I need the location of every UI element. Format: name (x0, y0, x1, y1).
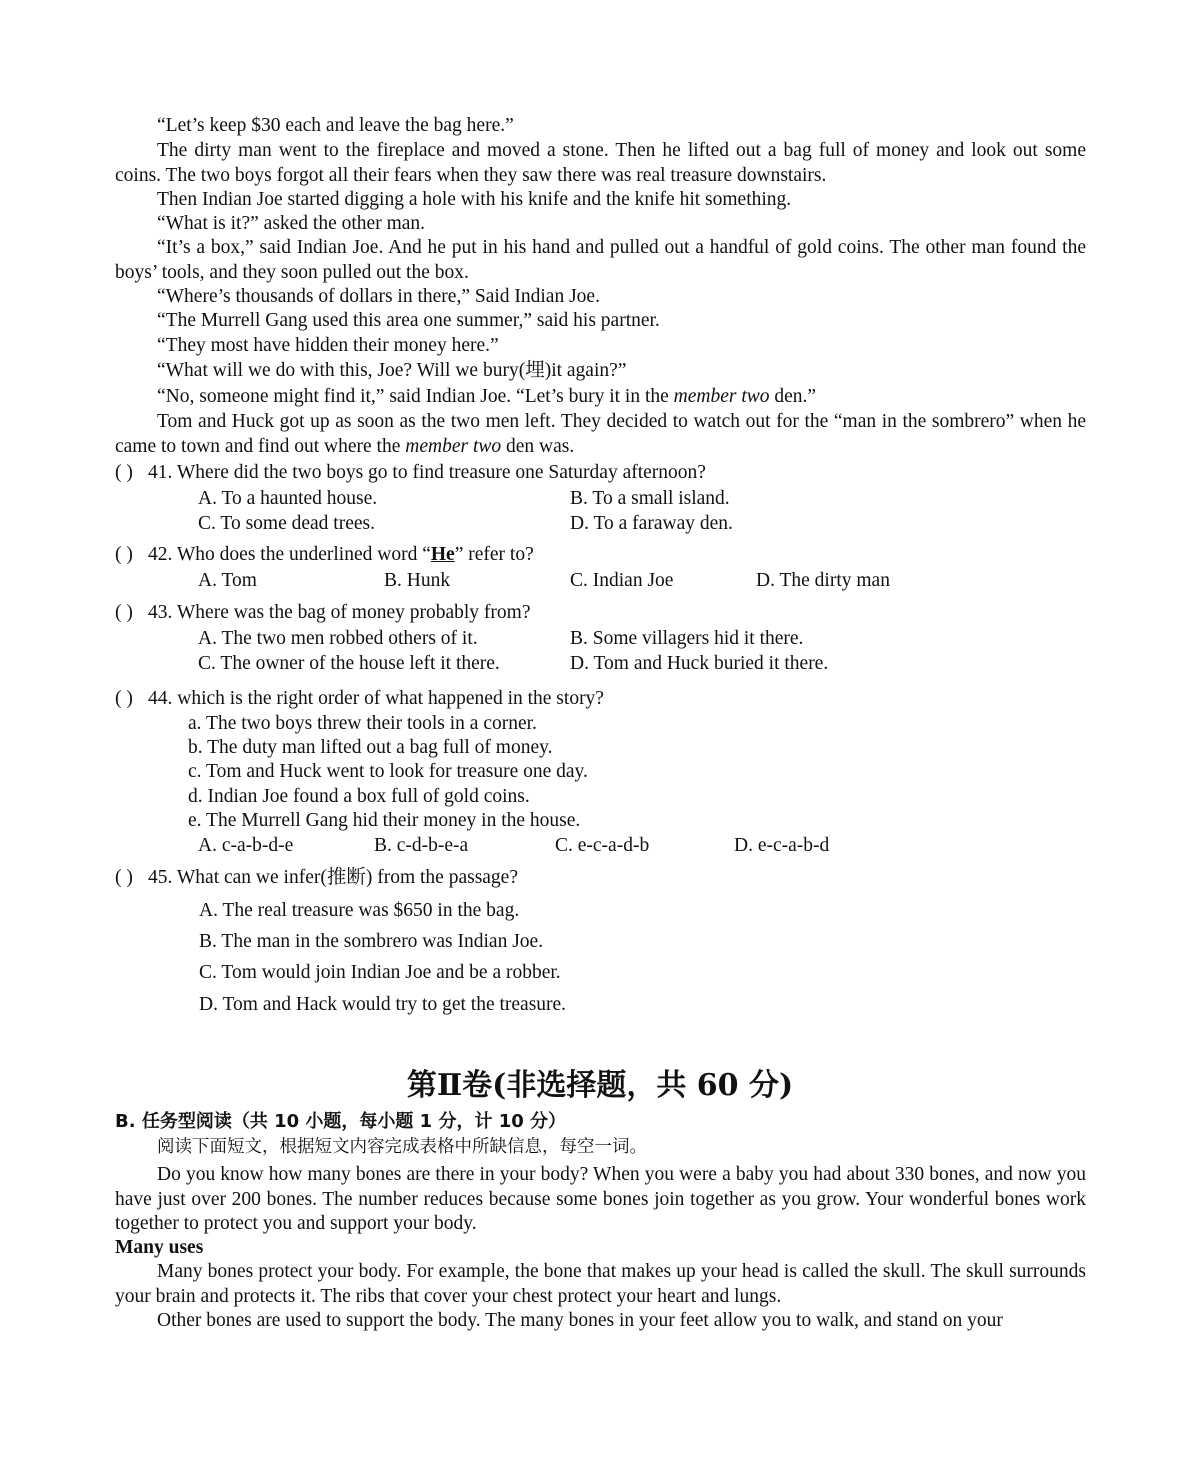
story-paragraph: The dirty man went to the fireplace and moved a stone. Then he lifted out a bag full of money and look out some coins. The two boys forgot all their fears when they saw there was real treasure downstairs. (115, 140, 1086, 186)
option-d: D. e-c-a-b-d (734, 835, 830, 856)
event-item: e. The Murrell Gang hid their money in the house. (188, 810, 581, 831)
story-paragraph: “It’s a box,” said Indian Joe. And he put in his hand and pulled out a handful of gold coins. The other man found the boys’ tools, and they soon pulled out the box. (115, 237, 1086, 283)
answer-blank[interactable]: ( ) (115, 544, 133, 565)
question-stem: 41. Where did the two boys go to find treasure one Saturday afternoon? (148, 462, 706, 483)
event-item: c. Tom and Huck went to look for treasure one day. (188, 761, 588, 782)
option-d: D. To a faraway den. (570, 513, 733, 534)
option-a: A. The real treasure was $650 in the bag. (199, 900, 520, 921)
underlined-word: He (430, 544, 455, 565)
story-paragraph: “No, someone might find it,” said Indian Joe. “Let’s bury it in the member two den.” (157, 386, 817, 407)
italic-phrase: member two (405, 435, 502, 457)
option-a: A. c-a-b-d-e (198, 835, 294, 856)
story-paragraph: “Where’s thousands of dollars in there,” Said Indian Joe. (157, 286, 600, 307)
option-d: D. Tom and Huck buried it there. (570, 653, 829, 674)
answer-blank[interactable]: ( ) (115, 688, 133, 709)
option-b: B. Hunk (384, 570, 451, 591)
question-stem: 42. Who does the underlined word “He” refer to? (148, 544, 534, 565)
event-item: a. The two boys threw their tools in a corner. (188, 713, 537, 734)
passage-paragraph: Many bones protect your body. For example, the bone that makes up your head is called the skull. The skull surrounds your brain and protects it. The ribs that cover your chest protect your heart and lungs. (115, 1261, 1086, 1307)
answer-blank[interactable]: ( ) (115, 462, 133, 483)
option-d: D. The dirty man (756, 570, 890, 591)
question-43 (115, 601, 530, 625)
option-c: C. The owner of the house left it there. (198, 653, 500, 674)
instruction-text: 阅读下面短文，根据短文内容完成表格中所缺信息，每空一词。 (157, 1137, 647, 1157)
option-b: B. c-d-b-e-a (374, 835, 469, 856)
option-c: C. e-c-a-d-b (555, 835, 650, 856)
option-c: C. Indian Joe (570, 570, 674, 591)
question-41 (115, 461, 706, 485)
story-paragraph: Then Indian Joe started digging a hole with his knife and the knife hit something. (157, 189, 792, 210)
question-stem: 44. which is the right order of what happened in the story? (148, 688, 604, 709)
option-a: A. The two men robbed others of it. (198, 628, 478, 649)
story-paragraph: “What will we do with this, Joe? Will we bury(埋)it again?” (157, 360, 627, 381)
event-item: b. The duty man lifted out a bag full of money. (188, 737, 553, 758)
subheading: Many uses (115, 1237, 204, 1258)
passage-paragraph: Other bones are used to support the body. The many bones in your feet allow you to walk, and stand on your (157, 1310, 1003, 1331)
question-45 (115, 866, 518, 890)
story-paragraph: “The Murrell Gang used this area one summer,” said his partner. (157, 310, 660, 331)
story-paragraph: “They most have hidden their money here.” (157, 335, 499, 356)
part-title: 第Ⅱ卷(非选择题，共 60 分) (406, 1068, 794, 1103)
option-b: B. The man in the sombrero was Indian Joe. (199, 931, 544, 952)
question-stem: 43. Where was the bag of money probably from? (148, 602, 531, 623)
option-b: B. Some villagers hid it there. (570, 628, 804, 649)
passage-paragraph: Do you know how many bones are there in your body? When you were a baby you had about 330 bones, and now you have just over 200 bones. The number reduces because some bones join together as you grow. Your wonderful bones work together to protect you and support your body. (115, 1164, 1086, 1234)
option-c: C. Tom would join Indian Joe and be a robber. (199, 962, 561, 983)
section-heading: B. 任务型阅读（共 10 小题，每小题 1 分，计 10 分） (115, 1111, 567, 1132)
story-paragraph: “What is it?” asked the other man. (157, 213, 426, 234)
question-44 (115, 687, 604, 711)
option-d: D. Tom and Hack would try to get the treasure. (199, 994, 567, 1015)
event-item: d. Indian Joe found a box full of gold coins. (188, 786, 530, 807)
option-c: C. To some dead trees. (198, 513, 375, 534)
option-a: A. Tom (198, 570, 257, 591)
answer-blank[interactable]: ( ) (115, 602, 133, 623)
question-42 (115, 543, 534, 567)
story-paragraph: “Let’s keep $30 each and leave the bag here.” (157, 115, 514, 136)
italic-phrase: member two (673, 386, 770, 407)
option-a: A. To a haunted house. (198, 488, 378, 509)
option-b: B. To a small island. (570, 488, 730, 509)
story-paragraph: Tom and Huck got up as soon as the two men left. They decided to watch out for the “man in the sombrero” when he came to town and find out where the member two den was. (115, 411, 1086, 457)
question-stem: 45. What can we infer(推断) from the passage? (148, 867, 518, 888)
answer-blank[interactable]: ( ) (115, 867, 133, 888)
